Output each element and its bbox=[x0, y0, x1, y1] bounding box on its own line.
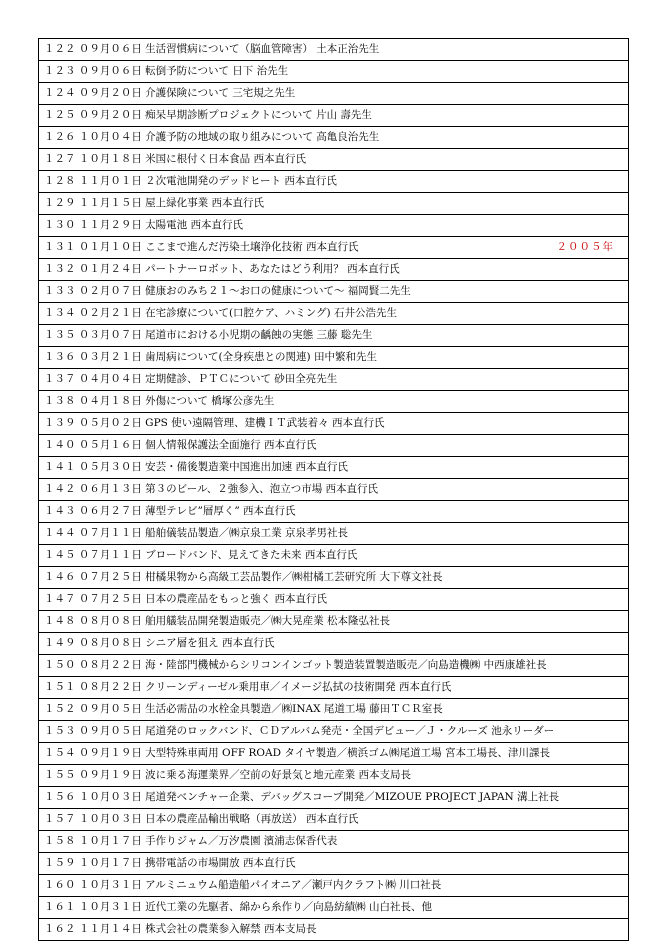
table-row bbox=[39, 347, 628, 369]
lecture-entry: １３６ ０３月２１日 歯周病について(全身疾患との関連) 田中繁和先生 bbox=[44, 351, 377, 363]
table-row bbox=[39, 413, 628, 435]
lecture-entry: １５５ ０９月１９日 波に乗る海運業界／空前の好景気と地元産業 西本支局長 bbox=[44, 769, 412, 781]
lecture-list bbox=[38, 38, 629, 941]
table-row bbox=[39, 39, 628, 61]
table-row bbox=[39, 457, 628, 479]
lecture-entry: １４３ ０６月２７日 薄型テレビ”層厚く” 西本直行氏 bbox=[44, 505, 296, 517]
lecture-entry: １６２ １１月１４日 株式会社の農業参入解禁 西本支局長 bbox=[44, 923, 317, 935]
lecture-entry: １３８ ０４月１８日 外傷について 橋塚公彦先生 bbox=[44, 395, 275, 407]
table-row bbox=[39, 61, 628, 83]
lecture-entry: １５３ ０９月０５日 尾道発のロックバンド、ＣＤアルバム発売・全国デビュー／Ｊ・クルーズ 池永リーダー bbox=[44, 725, 555, 737]
table-row bbox=[39, 831, 628, 853]
table-row bbox=[39, 567, 628, 589]
lecture-entry: １３２ ０１月２４日 パートナーロボット、あなたはどう利用？ 西本直行氏 bbox=[44, 263, 400, 275]
table-row bbox=[39, 127, 628, 149]
table-row bbox=[39, 897, 628, 919]
table-row bbox=[39, 105, 628, 127]
lecture-entry: １３７ ０４月０４日 定期健診、ＰＴＣについて 砂田全亮先生 bbox=[44, 373, 338, 385]
lecture-entry: １５４ ０９月１９日 大型特殊車両用 OFF ROAD タイヤ製造／横浜ゴム㈱尾道工場 宮本工場長、津川課長 bbox=[44, 747, 551, 759]
lecture-entry: １３９ ０５月０２日 GPS 使い遠隔管理、建機ＩＴ武装着々 西本直行氏 bbox=[44, 417, 385, 429]
lecture-entry: １２５ ０９月２０日 痴呆早期診断プロジェクトについて 片山 壽先生 bbox=[44, 109, 372, 121]
lecture-entry: １４７ ０７月２５日 日本の農産品をもっと強く 西本直行氏 bbox=[44, 593, 328, 605]
table-row bbox=[39, 809, 628, 831]
lecture-entry: １３４ ０２月２１日 在宅診療について(口腔ケア、ハミング) 石井公浩先生 bbox=[44, 307, 397, 319]
lecture-entry: １３５ ０３月０７日 尾道市における小児期の齲蝕の実態 三藤 聡先生 bbox=[44, 329, 373, 341]
table-row bbox=[39, 193, 628, 215]
lecture-entry: １２３ ０９月０６日 転倒予防について 日下 治先生 bbox=[44, 65, 289, 77]
table-row bbox=[39, 523, 628, 545]
year-marker: ２００５年 bbox=[556, 241, 614, 253]
table-row bbox=[39, 919, 628, 941]
lecture-entry: １２７ １０月１８日 米国に根付く日本食品 西本直行氏 bbox=[44, 153, 307, 165]
table-row bbox=[39, 325, 628, 347]
table-row bbox=[39, 215, 628, 237]
table-row bbox=[39, 171, 628, 193]
table-row bbox=[39, 237, 628, 259]
lecture-table bbox=[38, 38, 629, 941]
table-row bbox=[39, 699, 628, 721]
table-row bbox=[39, 765, 628, 787]
lecture-entry: １２９ １１月１５日 屋上緑化事業 西本直行氏 bbox=[44, 197, 265, 209]
lecture-entry: １４１ ０５月３０日 安芸・備後製造業中国進出加速 西本直行氏 bbox=[44, 461, 349, 473]
table-row bbox=[39, 545, 628, 567]
lecture-entry: １５９ １０月１７日 携帯電話の市場開放 西本直行氏 bbox=[44, 857, 296, 869]
table-row bbox=[39, 787, 628, 809]
table-row bbox=[39, 655, 628, 677]
table-row bbox=[39, 721, 628, 743]
table-row bbox=[39, 501, 628, 523]
table-row bbox=[39, 743, 628, 765]
table-row bbox=[39, 435, 628, 457]
table-row bbox=[39, 303, 628, 325]
lecture-entry: １５７ １０月０３日 日本の農産品輸出戦略（再放送） 西本直行氏 bbox=[44, 813, 359, 825]
lecture-entry: １６０ １０月３１日 アルミニュウム船造船パイオニア／瀬戸内クラフト㈱ 川口社長 bbox=[44, 879, 442, 891]
lecture-entry: １３０ １１月２９日 太陽電池 西本直行氏 bbox=[44, 219, 244, 231]
lecture-entry: １５０ ０８月２２日 海・陸部門機械からシリコンインゴット製造装置製造販売／向島造機㈱ 中西康雄社長 bbox=[44, 659, 547, 671]
table-row bbox=[39, 611, 628, 633]
lecture-entry: １４５ ０７月１１日 ブロードバンド、見えてきた未来 西本直行氏 bbox=[44, 549, 358, 561]
lecture-entry: １４９ ０８月０８日 シニア層を狙え 西本直行氏 bbox=[44, 637, 275, 649]
table-row bbox=[39, 83, 628, 105]
table-row bbox=[39, 677, 628, 699]
lecture-entry: １６１ １０月３１日 近代工業の先駆者、綿から糸作り／向島紡績㈱ 山白社長、他 bbox=[44, 901, 433, 913]
table-row bbox=[39, 479, 628, 501]
table-row bbox=[39, 633, 628, 655]
lecture-entry: １４０ ０５月１６日 個人情報保護法全面施行 西本直行氏 bbox=[44, 439, 317, 451]
lecture-entry: １４６ ０７月２５日 柑橘果物から高級工芸品製作／㈱柑橘工芸研究所 大下尊文社長 bbox=[44, 571, 443, 583]
table-row bbox=[39, 589, 628, 611]
table-row bbox=[39, 369, 628, 391]
table-row bbox=[39, 391, 628, 413]
lecture-entry: １５１ ０８月２２日 クリーンディーゼル乗用車／イメージ払拭の技術開発 西本直行氏 bbox=[44, 681, 452, 693]
lecture-entry: １２２ ０９月０６日 生活習慣病について（脳血管障害） 土本正治先生 bbox=[44, 43, 380, 55]
lecture-entry: １４８ ０８月０８日 舶用艤装品開発製造販売／㈱大晃産業 松本隆弘社長 bbox=[44, 615, 391, 627]
lecture-entry: １２６ １０月０４日 介護予防の地域の取り組みについて 高亀良治先生 bbox=[44, 131, 380, 143]
lecture-entry: １５２ ０９月０５日 生活必需品の水栓金具製造／㈱INAX 尾道工場 藤田ＴＣＲ室長 bbox=[44, 703, 443, 715]
lecture-entry: １４２ ０６月１３日 第３のビール、２強参入、泡立つ市場 西本直行氏 bbox=[44, 483, 379, 495]
lecture-entry: １２４ ０９月２０日 介護保険について 三宅規之先生 bbox=[44, 87, 296, 99]
table-row bbox=[39, 281, 628, 303]
lecture-entry: １３３ ０２月０７日 健康おのみち２１〜お口の健康について〜 福岡賢二先生 bbox=[44, 285, 411, 297]
table-row bbox=[39, 259, 628, 281]
lecture-entry: １４４ ０７月１１日 船舶儀装品製造／㈱京泉工業 京泉孝男社長 bbox=[44, 527, 349, 539]
lecture-entry: １５６ １０月０３日 尾道発ベンチャー企業、デバッグスコープ開発／MIZOUE PROJECT JAPAN 溝上社長 bbox=[44, 791, 560, 803]
lecture-entry: １５８ １０月１７日 手作りジャム／万汐農園 濱浦志保香代表 bbox=[44, 835, 338, 847]
lecture-entry: １３１ ０１月１０日 ここまで進んだ汚染土壌浄化技術 西本直行氏 bbox=[44, 241, 359, 253]
table-row bbox=[39, 853, 628, 875]
lecture-entry: １２８ １１月０１日 ２次電池開発のデッドヒート 西本直行氏 bbox=[44, 175, 337, 187]
table-row bbox=[39, 875, 628, 897]
table-row bbox=[39, 149, 628, 171]
